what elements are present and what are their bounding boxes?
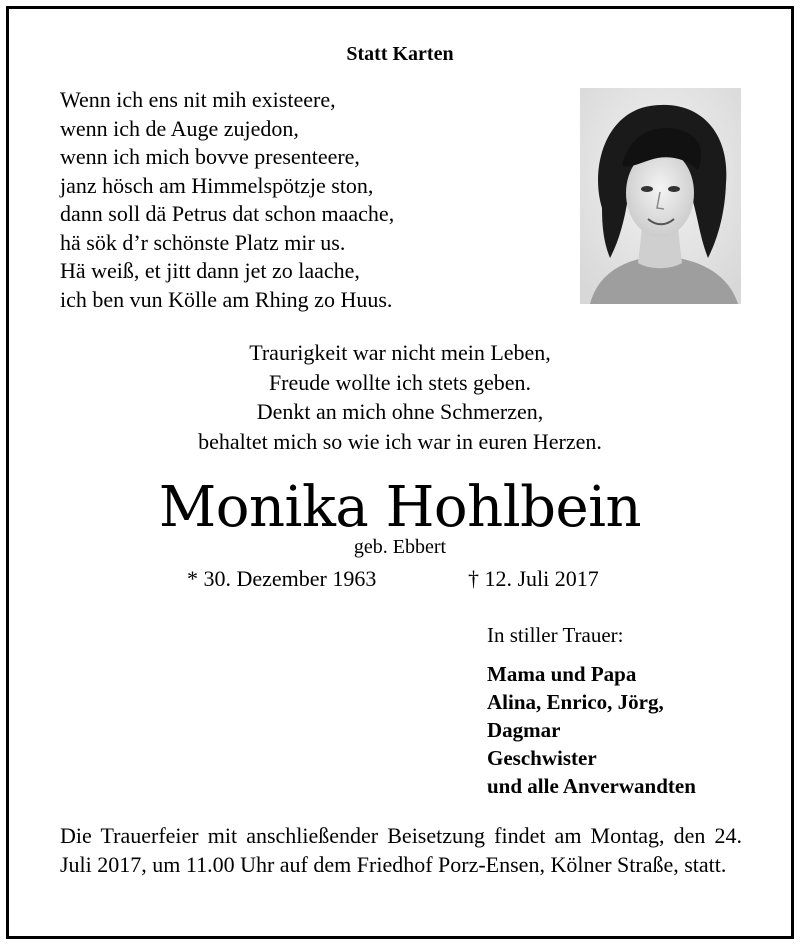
maiden-name: geb. Ebbert (353, 536, 447, 558)
header-statt-karten: Statt Karten (346, 43, 454, 65)
verse-line: Freude wollte ich stets geben. (268, 369, 532, 395)
verse (0, 338, 800, 456)
mourner: Dagmar (487, 718, 561, 742)
verse-line: Denkt an mich ohne Schmerzen, (256, 399, 544, 424)
poem-line: wenn ich mich bovve presenteere, (60, 144, 360, 169)
poem-line: ich ben vun Kölle am Rhing zo Huus. (60, 286, 393, 312)
mourner: und alle Anverwandten (487, 774, 696, 798)
mourning-label: In stiller Trauer: (487, 623, 624, 647)
portrait-illustration (580, 88, 741, 304)
deceased-name: Monika Hohlbein (158, 475, 642, 540)
death-date: † 12. Juli 2017 (468, 566, 599, 591)
poem-line: wenn ich de Auge zujedon, (60, 115, 299, 141)
poem (60, 86, 394, 314)
mourner: Geschwister (487, 746, 597, 770)
verse-line: Traurigkeit war nicht mein Leben, (249, 340, 551, 365)
funeral-notice: Die Trauerfeier mit anschließender Beisetzung findet am Montag, den 24. Juli 2017, um 11.00 Uhr auf dem Friedhof Porz-Ensen, Kölner Straße, statt. (60, 823, 742, 877)
poem-line: hä sök d’r schönste Platz mir us. (60, 229, 346, 255)
verse-line: behaltet mich so wie ich war in euren Herzen. (198, 428, 602, 454)
mourner: Mama und Papa (487, 662, 637, 686)
poem-line: Wenn ich ens nit mih existeere, (60, 87, 336, 112)
portrait-photo (580, 88, 741, 304)
poem-line: janz hösch am Himmelspötzje ston, (60, 172, 374, 198)
poem-line: dann soll dä Petrus dat schon maache, (60, 201, 395, 226)
birth-date: * 30. Dezember 1963 (187, 566, 377, 591)
mourner: Alina, Enrico, Jörg, (487, 690, 664, 714)
mourners-list (487, 660, 696, 800)
poem-line: Hä weiß, et jitt dann jet zo laache, (60, 258, 360, 283)
